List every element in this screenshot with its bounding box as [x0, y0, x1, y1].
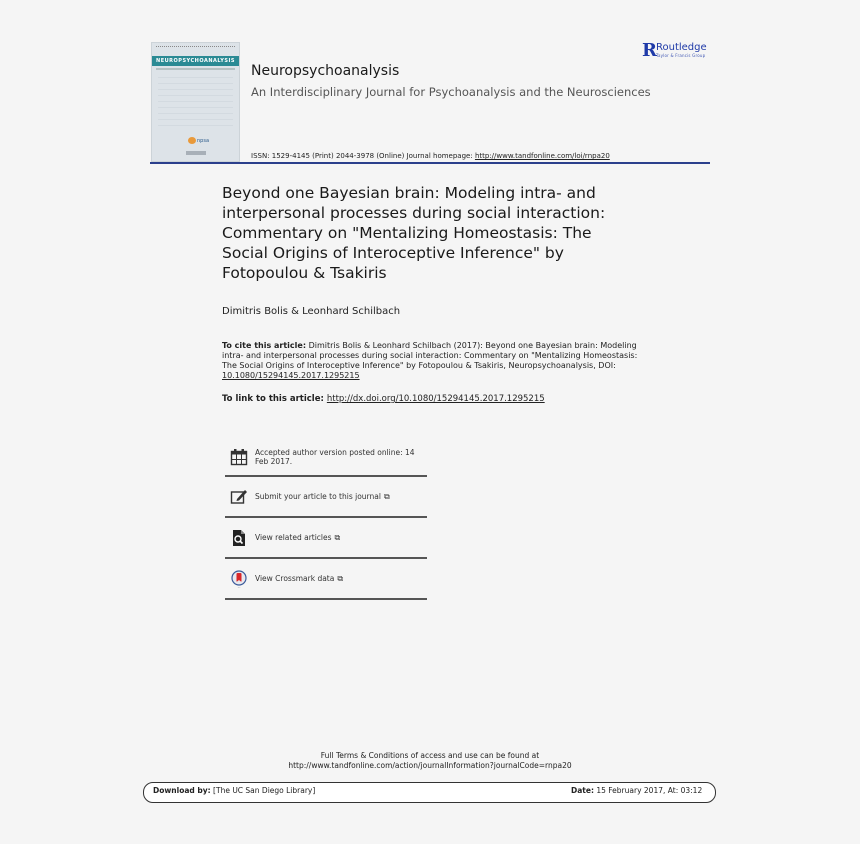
terms-line-1: Full Terms & Conditions of access and use can be found at [320, 751, 540, 760]
download-label: Download by: [153, 786, 211, 795]
npsa-logo-icon [188, 137, 196, 144]
link-label: To link to this article: [222, 394, 327, 404]
crossmark-icon [230, 570, 248, 588]
header-divider [150, 162, 710, 164]
related-articles-label: View related articles ⧉ [255, 533, 341, 542]
download-value: [The UC San Diego Library] [210, 786, 316, 795]
article-links-list [225, 438, 427, 600]
article-link-line [222, 394, 545, 404]
cover-top-line [156, 46, 235, 50]
journal-homepage-link[interactable]: http://www.tandfonline.com/loi/rnpa20 [474, 152, 610, 160]
svg-text:...: ... [237, 584, 241, 588]
date-label: Date: [571, 786, 594, 795]
issn-text: ISSN: 1529-4145 (Print) 2044-3978 (Online) Journal homepage: [251, 152, 475, 160]
cover-logo-text: npsa [197, 138, 210, 144]
cover-title-band: NEUROPSYCHOANALYSIS [152, 56, 239, 66]
terms-notice [260, 751, 600, 771]
cite-text: Dimitris Bolis & Leonhard Schilbach (2017): Beyond one Bayesian brain: Modeling intra- and interpersonal processes during social interaction: Commentary on "Mentalizing Homeostasis: The Social Origins of Interoceptive Inference" by Fotopoulou & Tsakiris, Neuropsychoanalysis, DOI: [222, 341, 638, 370]
submit-article-link[interactable] [225, 477, 427, 518]
publisher-tagline: Taylor & Francis Group [656, 53, 706, 58]
related-articles-link[interactable] [225, 518, 427, 559]
issn-line [251, 152, 610, 160]
calendar-icon [230, 448, 248, 466]
search-document-icon [230, 529, 248, 547]
journal-subtitle: An Interdisciplinary Journal for Psychoanalysis and the Neurosciences [251, 85, 651, 99]
article-title: Beyond one Bayesian brain: Modeling intra- and interpersonal processes during social interaction: Commentary on "Mentalizing Homeostasis: The Social Origins of Interoceptive Inference" by Fotopoulou & Tsakiris [222, 184, 606, 282]
cite-label: To cite this article: [222, 341, 307, 350]
article-authors: Dimitris Bolis & Leonhard Schilbach [222, 306, 401, 317]
doi-link[interactable]: 10.1080/15294145.2017.1295215 [222, 371, 360, 380]
routledge-logo[interactable] [641, 42, 707, 60]
routledge-r-icon: R [642, 40, 657, 61]
journal-cover-image [151, 42, 240, 162]
external-link-icon: ⧉ [334, 533, 341, 542]
accepted-version-label: Accepted author version posted online: 14 Feb 2017. [255, 447, 415, 466]
download-by [153, 786, 315, 795]
edit-icon [230, 488, 248, 506]
cover-subtitle-line [156, 68, 235, 70]
crossmark-link[interactable] [225, 559, 427, 600]
crossmark-label: View Crossmark data ⧉ [255, 574, 344, 583]
cover-manuscript-texture [158, 77, 233, 131]
journal-title: Neuropsychoanalysis [251, 63, 400, 79]
publisher-name: Routledge [656, 42, 707, 53]
external-link-icon: ⧉ [337, 574, 344, 583]
terms-url-link[interactable]: http://www.tandfonline.com/action/journalInformation?journalCode=rnpa20 [288, 761, 572, 770]
accepted-version-item [225, 438, 427, 477]
cover-publisher-mark [186, 151, 206, 155]
download-date [571, 786, 702, 795]
submit-article-label: Submit your article to this journal ⧉ [255, 492, 390, 501]
citation-block [222, 341, 642, 381]
external-link-icon: ⧉ [383, 492, 390, 501]
article-url-link[interactable]: http://dx.doi.org/10.1080/15294145.2017.1295215 [326, 394, 545, 404]
date-value: 15 February 2017, At: 03:12 [593, 786, 703, 795]
